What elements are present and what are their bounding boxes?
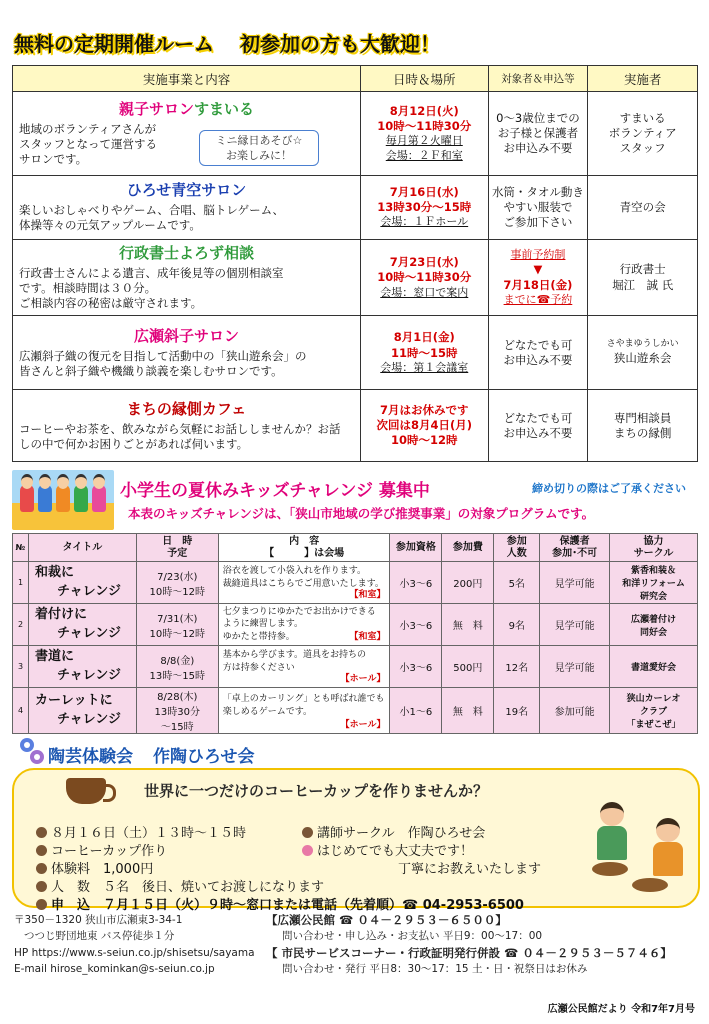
event-title: 行政書士よろず相談: [118, 244, 254, 262]
bullet-icon: [36, 845, 47, 856]
flower-icon: [20, 738, 34, 752]
kids-challenge-header: [12, 470, 700, 530]
table-row: [13, 92, 698, 176]
potters-illustration: [586, 798, 696, 906]
pottery-box-title: 世界に一つだけのコーヒーカップを作りませんか？: [144, 782, 488, 800]
pottery-fee: 体験料 1,000円: [36, 858, 153, 877]
corner-phone: 【 市民サービスコーナー・行政証明発行併設 ☎ ０４－２９５３－５７４６】: [266, 946, 672, 960]
event-org: さやまゆうしかい 狭山遊糸会: [588, 316, 698, 390]
header-date: 日 時 予定: [136, 534, 218, 562]
bullet-icon: [36, 881, 47, 892]
bullet-icon: [36, 863, 47, 874]
table-row: 4 カーレットに チャレンジ 8/28(木) 13時30分 ～15時 「卓上のカーリング」とも呼ばれ誰でも 楽しめるゲームです。 【ホール】 小1～6 無 料 19名 参加可能 狭山カーレオ クラブ 「まぜこぜ」: [13, 688, 698, 734]
pottery-date: ８月１６日（土）１３時～１５時: [36, 822, 246, 841]
event-desc: 広瀬斜子織の復元を目指して活動中の「狭山遊糸会」の 皆さんと斜子織や機織り談義を楽しむサロンです。: [19, 348, 307, 378]
kids-table: [12, 533, 698, 734]
access: つつじ野団地東 バス停徒歩１分: [24, 930, 175, 943]
table-row: [13, 316, 698, 390]
flower-icon: [30, 750, 44, 764]
header-guardian: 保護者 参加･不可: [540, 534, 610, 562]
event-date: 7月16日(水) 13時30分～15時 会場：１Ｆホール: [360, 176, 488, 240]
event-title: まちの縁側カフェ: [126, 399, 247, 418]
event-target: どなたでも可 お申込み不要: [488, 316, 588, 390]
event-org: 青空の会: [588, 176, 698, 240]
corner-hours: 問い合わせ・発行 平日8：30～17：15 土・日・祝祭日はお休み: [282, 963, 588, 976]
pottery-what: コーヒーカップ作り: [36, 840, 167, 859]
table-row: [13, 176, 698, 240]
header-content: 実施事業と内容: [13, 66, 361, 92]
footer-contact: [14, 912, 255, 977]
page-headline: [14, 28, 694, 62]
table-row: 2 着付けに チャレンジ 7/31(木) 10時～12時 七夕まつりにゆかたでお出かけできる ように練習します。 ゆかたと帯持参。 【和室】 小3～6 無 料 9名 見学可能 広瀬着付け 同好会: [13, 604, 698, 646]
bullet-icon: [302, 827, 313, 838]
headline-part2: 初参加の方も大歓迎！: [240, 32, 440, 56]
event-target: 事前予約制 ▼ 7月18日(金) までに☎予約: [488, 240, 588, 316]
bullet-icon: [36, 827, 47, 838]
event-date: 8月12日(火) 10時～11時30分 毎月第２火曜日 会場：２Ｆ和室: [360, 92, 488, 176]
table-row: 1 和裁に チャレンジ 7/23(水) 10時～12時 浴衣を渡して小袋入れを作ります。 裁縫道具はこちらでご用意いたします。 【和室】 小3～6 200円 5名 見学可能 紫香和装＆ 和洋リフォーム 研究会: [13, 562, 698, 604]
pottery-beginner: はじめてでも大丈夫です！: [302, 840, 473, 859]
pottery-heading: 陶芸体験会 作陶ひろせ会: [48, 747, 255, 767]
hall-phone: 【広瀬公民館 ☎ ０４－２９５３－６５００】: [266, 913, 507, 927]
pottery-apply: 申 込 ７月１５日（火）９時～窓口または電話（先着順）☎ 04-2953-6500: [36, 894, 524, 913]
mini-note-box: ミニ縁日あそび☆ お楽しみに！: [199, 130, 319, 166]
rooms-header-row: [13, 66, 698, 92]
event-date: 7月23日(水) 10時～11時30分 会場：窓口で案内: [360, 240, 488, 316]
event-title: 広瀬斜子サロン: [133, 326, 239, 345]
event-org: 専門相談員 まちの縁側: [588, 390, 698, 462]
event-org: 行政書士 堀江 誠 氏: [588, 240, 698, 316]
footer-hall-info: [266, 912, 672, 978]
event-title: ひろせ青空サロン: [126, 181, 247, 200]
header-content: 内 容 【 】は会場: [218, 534, 390, 562]
kids-title: 小学生の夏休みキッズチャレンジ 募集中: [120, 481, 430, 501]
bullet-icon: [36, 899, 47, 910]
event-date: 8月1日(金) 11時～15時 会場：第１会議室: [360, 316, 488, 390]
kids-deadline-note: 締め切りの際はご了承ください: [532, 482, 686, 495]
header-title: タイトル: [28, 534, 136, 562]
issue-label: 広瀬公民館だより 令和7年7月号: [547, 1004, 695, 1015]
hall-hours: 問い合わせ・申し込み・お支払い 平日9：00～17：00: [282, 930, 543, 943]
table-row: [13, 390, 698, 462]
header-people: 参加 人数: [494, 534, 540, 562]
event-org: すまいる ボランティア スタッフ: [588, 92, 698, 176]
coffee-cup-icon: [66, 778, 106, 804]
event-desc: 地域のボランティアさんが スタッフとなって運営する サロンです。: [19, 121, 157, 166]
kids-illustration: [12, 470, 114, 530]
address: 〒350－1320 狭山市広瀬東3-34-1: [14, 914, 183, 926]
event-target: 水筒・タオル動き やすい服装で ご参加下さい: [488, 176, 588, 240]
table-row: 3 書道に チャレンジ 8/8(金) 13時～15時 基本から学びます。道具をお持ちの 方は持参ください 【ホール】 小3～6 500円 12名 見学可能 書道愛好会: [13, 646, 698, 688]
kids-header-row: [13, 534, 698, 562]
event-desc: 楽しいおしゃべりやゲーム、合唱、脳トレゲーム、 体操等々の元気アップルームです。: [19, 203, 284, 233]
header-no: №: [13, 534, 29, 562]
event-desc: 行政書士さんによる遺言、成年後見等の個別相談室 です。相談時間は３０分。 ご相談内容の秘密は厳守されます。: [19, 265, 284, 311]
header-circle: 協力 サークル: [610, 534, 698, 562]
header-date: 日時＆場所: [360, 66, 488, 92]
header-target: 対象者＆申込等: [488, 66, 588, 92]
pottery-people: 人 数 ５名 後日、焼いてお渡しになります: [36, 876, 324, 895]
table-row: [13, 240, 698, 316]
pottery-box: [12, 768, 700, 913]
headline-part1: 無料の定期開催ルーム: [14, 32, 214, 56]
event-target: どなたでも可 お申込み不要: [488, 390, 588, 462]
kids-subtitle: 本表のキッズチャレンジは、「狭山市地域の学び推奨事業」の対象プログラムです。: [128, 506, 595, 521]
pottery-teacher: 講師サークル 作陶ひろせ会: [302, 822, 485, 841]
event-title: 親子サロンすまいる: [118, 99, 254, 118]
header-org: 実施者: [588, 66, 698, 92]
homepage-link[interactable]: HP https://www.s-seiun.co.jp/shisetsu/sayama: [14, 946, 255, 959]
flower-bullet-icon: [302, 845, 313, 856]
event-desc: コーヒーやお茶を、飲みながら気軽にお話ししませんか？お話しの中で何かお困りごとがあれば伺います。: [19, 421, 341, 451]
header-fee: 参加費: [442, 534, 494, 562]
header-eligibility: 参加資格: [390, 534, 442, 562]
rooms-table: [12, 65, 698, 462]
pottery-teach: 丁寧にお教えいたします: [398, 862, 542, 877]
event-date: 7月はお休みです 次回は8月4日(月) 10時～12時: [360, 390, 488, 462]
event-target: 0～3歳位までの お子様と保護者 お申込み不要: [488, 92, 588, 176]
email-link[interactable]: E-mail hirose_kominkan@s-seiun.co.jp: [14, 962, 215, 975]
